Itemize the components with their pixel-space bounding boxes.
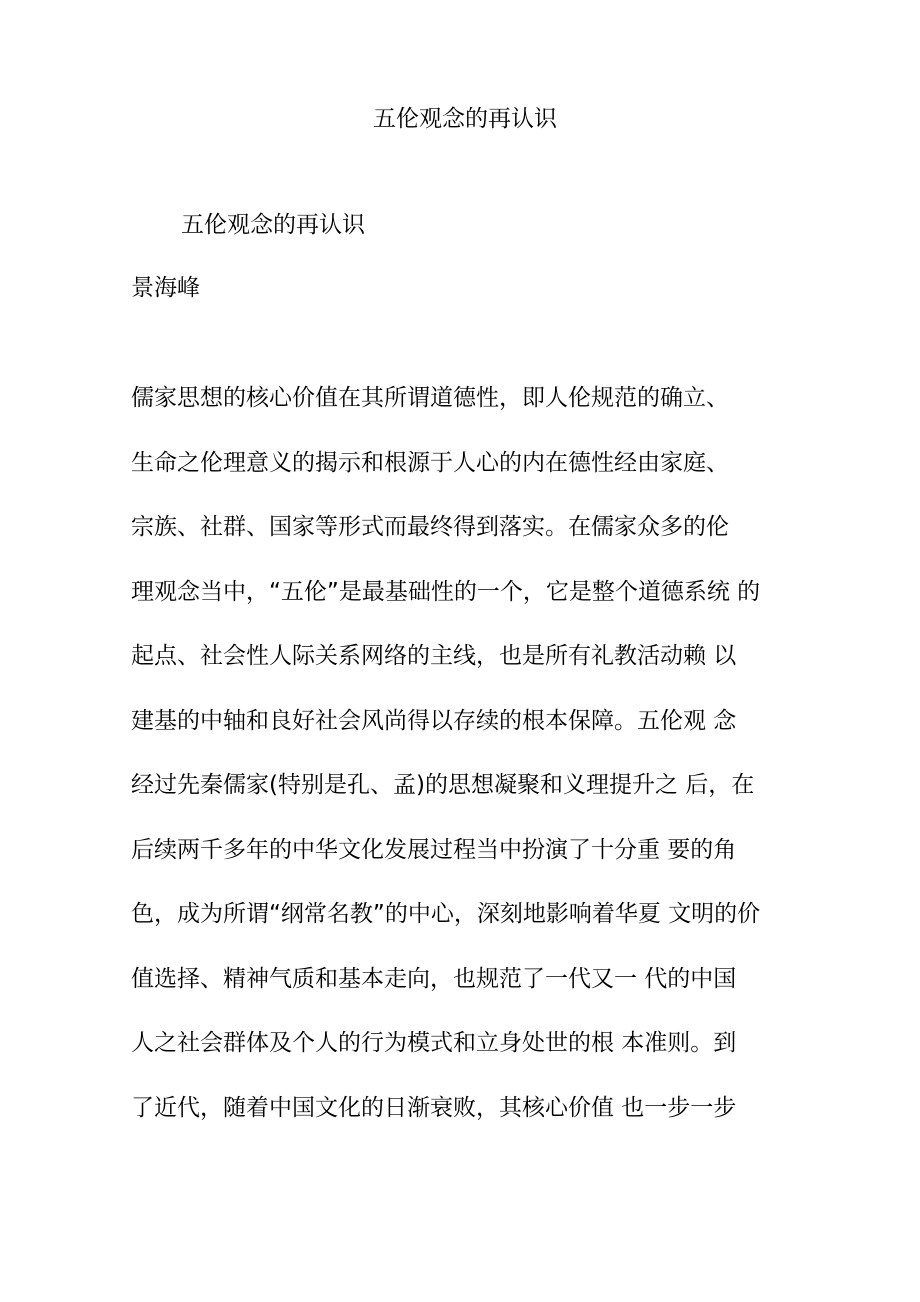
document-title: 五伦观念的再认识 — [373, 106, 557, 132]
body-line: 起点、社会性人际关系网络的主线，也是所有礼教活动赖 以 — [131, 643, 737, 669]
body-line: 人之社会群体及个人的行为模式和立身处世的根 本准则。到 — [131, 1030, 737, 1056]
body-line: 理观念当中，“五伦”是最基础性的一个，它是整个道德系统 的 — [131, 578, 761, 605]
body-line: 宗族、社群、国家等形式而最终得到落实。在儒家众多的伦 — [131, 514, 729, 540]
body-line: 色，成为所谓“纲常名教”的中心，深刻地影响着华夏 文明的价 — [131, 901, 761, 927]
author-name: 景海峰 — [131, 275, 200, 301]
body-line: 经过先秦儒家(特别是孔、孟)的思想凝聚和义理提升之 后，在 — [131, 772, 755, 798]
article-subtitle: 五伦观念的再认识 — [181, 212, 365, 238]
body-line: 生命之伦理意义的揭示和根源于人心的内在德性经由家庭、 — [131, 449, 729, 476]
body-line: 建基的中轴和良好社会风尚得以存续的根本保障。五伦观 念 — [131, 707, 737, 734]
body-line: 值选择、精神气质和基本走向，也规范了一代又一 代的中国 — [131, 965, 737, 992]
body-line: 儒家思想的核心价值在其所谓道德性，即人伦规范的确立、 — [131, 385, 729, 411]
body-line: 了近代，随着中国文化的日渐衰败，其核心价值 也一步一步 — [131, 1094, 737, 1121]
body-line: 后续两千多年的中华文化发展过程当中扮演了十分重 要的角 — [131, 836, 737, 863]
body-paragraph — [131, 382, 811, 1156]
